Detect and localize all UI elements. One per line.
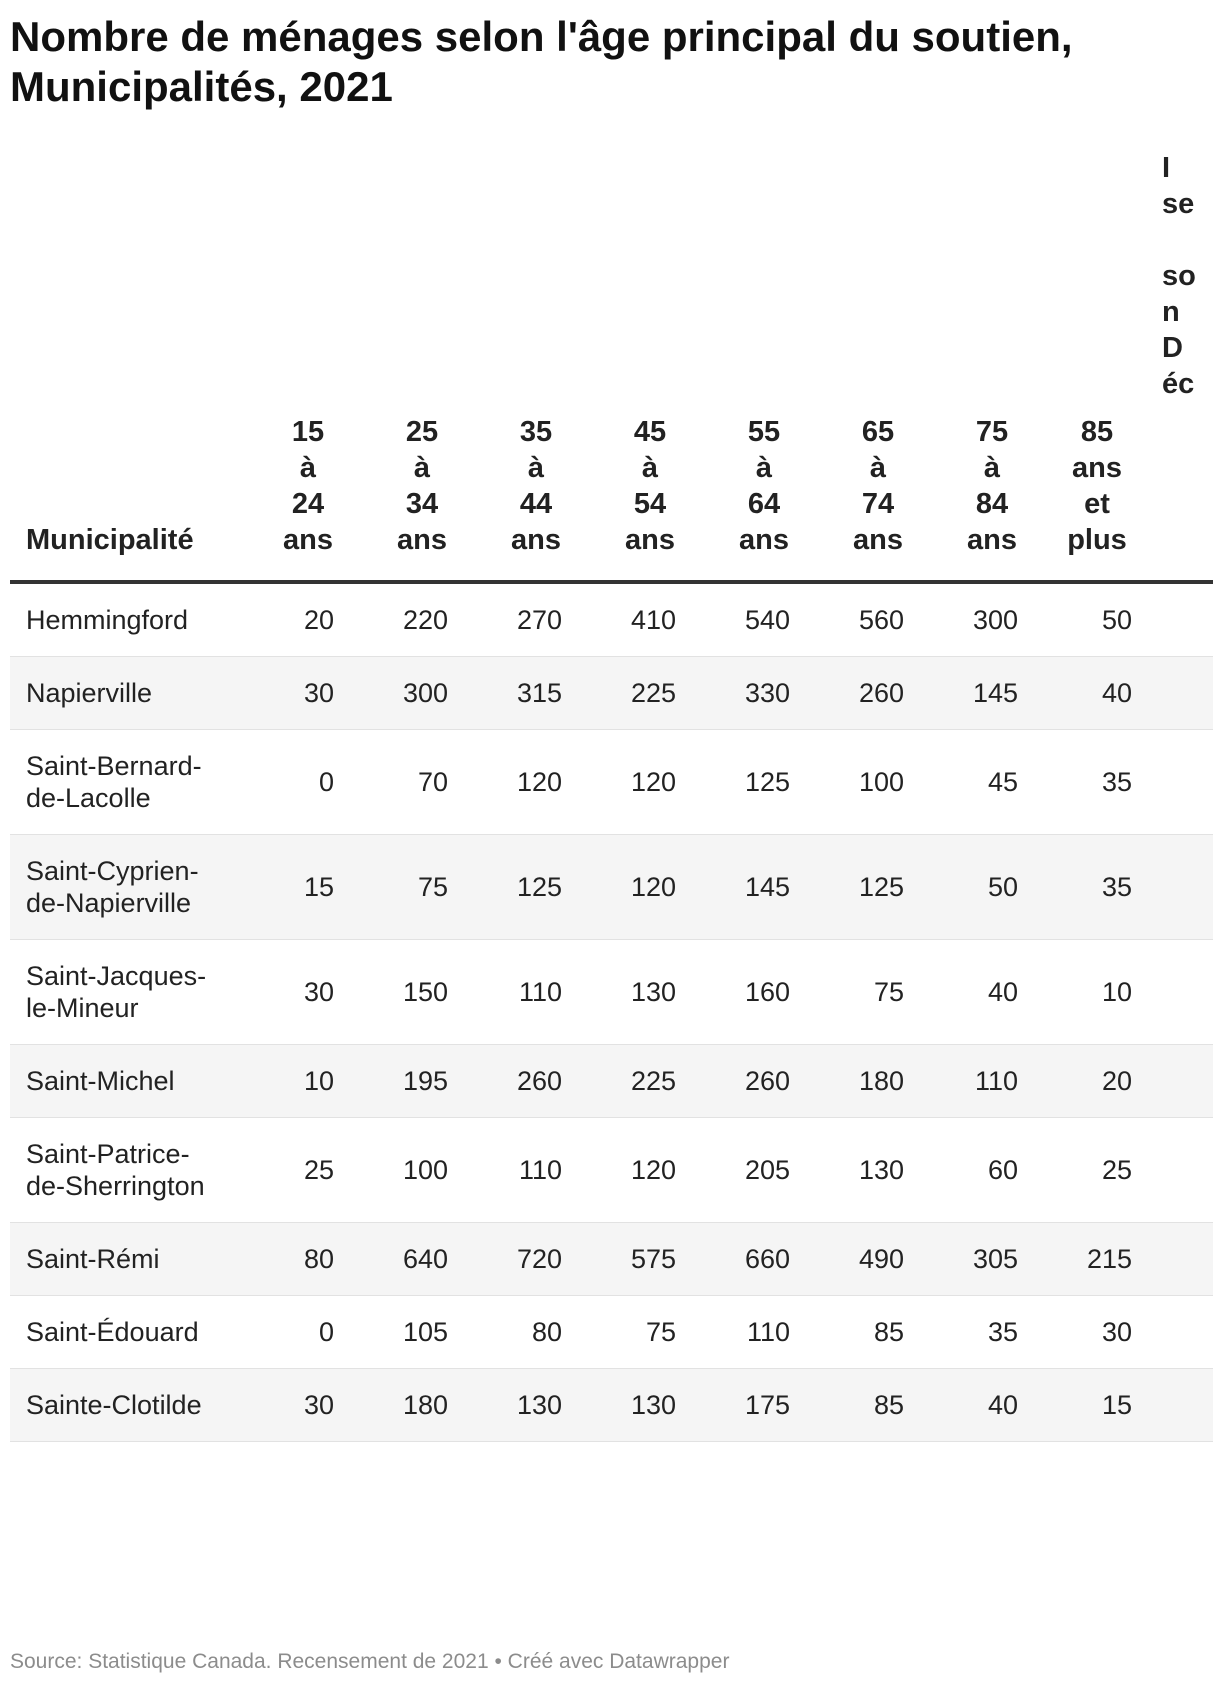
value-cell: 540	[744, 605, 790, 635]
value-cell: 20	[303, 605, 334, 635]
value-cell: 75	[873, 977, 904, 1007]
column-header-municipalite[interactable]: Municipalité	[26, 524, 194, 556]
value-cell: 50	[1101, 605, 1132, 635]
value-cell: 15	[303, 872, 334, 902]
value-cell: 260	[744, 1066, 790, 1096]
value-cell: 85	[873, 1390, 904, 1420]
column-header-label: 15 à 24 ans	[283, 416, 333, 556]
value-cell: 40	[987, 1390, 1018, 1420]
value-cell: 180	[858, 1066, 904, 1096]
value-cell: 125	[516, 872, 562, 902]
value-cell: 225	[630, 678, 676, 708]
column-header-label: 45 à 54 ans	[625, 416, 675, 556]
table-row	[10, 1223, 1213, 1296]
data-table-container[interactable]	[10, 150, 1213, 1614]
column-header-age-group[interactable]	[464, 150, 578, 582]
value-cell: 0	[318, 767, 334, 797]
municipality-cell: Saint-Rémi	[26, 1244, 160, 1274]
table-header-row	[10, 150, 1213, 582]
table-row	[10, 1296, 1213, 1369]
value-cell: 410	[630, 605, 676, 635]
value-cell: 195	[402, 1066, 448, 1096]
value-cell: 150	[402, 977, 448, 1007]
value-cell: 315	[516, 678, 562, 708]
value-cell: 100	[858, 767, 904, 797]
value-cell: 35	[1101, 767, 1132, 797]
value-cell: 10	[303, 1066, 334, 1096]
value-cell: 75	[417, 872, 448, 902]
truncated-cell	[1148, 582, 1213, 657]
column-header-label: 65 à 74 ans	[853, 416, 903, 556]
value-cell: 120	[630, 872, 676, 902]
value-cell: 40	[1101, 678, 1132, 708]
value-cell: 225	[630, 1066, 676, 1096]
value-cell: 110	[974, 1066, 1018, 1096]
value-cell: 10	[1101, 977, 1132, 1007]
value-cell: 490	[858, 1244, 904, 1274]
value-cell: 260	[516, 1066, 562, 1096]
value-cell: 15	[1101, 1390, 1132, 1420]
column-header-label: 35 à 44 ans	[511, 416, 561, 556]
column-header-truncated[interactable]	[1148, 150, 1213, 582]
value-cell: 50	[987, 872, 1018, 902]
value-cell: 175	[744, 1390, 790, 1420]
value-cell: 110	[746, 1317, 790, 1347]
value-cell: 330	[744, 678, 790, 708]
truncated-cell	[1148, 1118, 1213, 1223]
value-cell: 20	[1101, 1066, 1132, 1096]
value-cell: 30	[303, 977, 334, 1007]
value-cell: 125	[858, 872, 904, 902]
value-cell: 270	[516, 605, 562, 635]
value-cell: 110	[518, 1155, 562, 1185]
value-cell: 215	[1086, 1244, 1132, 1274]
value-cell: 130	[858, 1155, 904, 1185]
truncated-cell	[1148, 730, 1213, 835]
column-header-age-group[interactable]	[806, 150, 920, 582]
column-header-age-group[interactable]	[350, 150, 464, 582]
municipality-cell: Saint-Michel	[26, 1066, 175, 1096]
value-cell: 220	[402, 605, 448, 635]
truncated-cell	[1148, 1369, 1213, 1442]
column-header-label: 85 ans et plus	[1067, 416, 1127, 556]
table-row	[10, 835, 1213, 940]
value-cell: 80	[303, 1244, 334, 1274]
value-cell: 75	[645, 1317, 676, 1347]
value-cell: 575	[630, 1244, 676, 1274]
column-header-label: 75 à 84 ans	[967, 416, 1017, 556]
value-cell: 30	[303, 1390, 334, 1420]
value-cell: 300	[402, 678, 448, 708]
column-header-label: 25 à 34 ans	[397, 416, 447, 556]
table-row	[10, 1118, 1213, 1223]
value-cell: 260	[858, 678, 904, 708]
table-row	[10, 940, 1213, 1045]
value-cell: 560	[858, 605, 904, 635]
municipality-cell: Saint-Patrice-de-Sherrington	[26, 1139, 205, 1201]
table-row	[10, 730, 1213, 835]
municipality-cell: Saint-Bernard-de-Lacolle	[26, 751, 202, 813]
value-cell: 45	[987, 767, 1018, 797]
value-cell: 110	[518, 977, 562, 1007]
column-header-age-group[interactable]	[692, 150, 806, 582]
truncated-cell	[1148, 940, 1213, 1045]
value-cell: 145	[972, 678, 1018, 708]
truncated-cell	[1148, 1223, 1213, 1296]
value-cell: 120	[630, 767, 676, 797]
value-cell: 130	[630, 1390, 676, 1420]
value-cell: 80	[531, 1317, 562, 1347]
truncated-cell	[1148, 835, 1213, 940]
column-header-age-group[interactable]	[236, 150, 350, 582]
truncated-cell	[1148, 657, 1213, 730]
value-cell: 130	[516, 1390, 562, 1420]
municipality-cell: Saint-Cyprien-de-Napierville	[26, 856, 199, 918]
value-cell: 145	[744, 872, 790, 902]
table-row	[10, 657, 1213, 730]
value-cell: 35	[987, 1317, 1018, 1347]
table-row	[10, 1369, 1213, 1442]
chart-title: Nombre de ménages selon l'âge principal du soutien, Municipalités, 2021	[10, 13, 1073, 110]
source-note: Source: Statistique Canada. Recensement de 2021 • Créé avec Datawrapper	[10, 1650, 730, 1673]
value-cell: 660	[744, 1244, 790, 1274]
value-cell: 300	[972, 605, 1018, 635]
value-cell: 130	[630, 977, 676, 1007]
value-cell: 60	[987, 1155, 1018, 1185]
column-header-age-group[interactable]	[578, 150, 692, 582]
municipality-cell: Napierville	[26, 678, 153, 708]
truncated-header-text: I se so n D éc	[1162, 152, 1196, 400]
value-cell: 70	[417, 767, 448, 797]
value-cell: 720	[516, 1244, 562, 1274]
value-cell: 25	[1101, 1155, 1132, 1185]
column-header-label: 55 à 64 ans	[739, 416, 789, 556]
value-cell: 35	[1101, 872, 1132, 902]
value-cell: 305	[972, 1244, 1018, 1274]
municipality-cell: Sainte-Clotilde	[26, 1390, 202, 1420]
value-cell: 180	[402, 1390, 448, 1420]
value-cell: 30	[1101, 1317, 1132, 1347]
value-cell: 30	[303, 678, 334, 708]
value-cell: 25	[303, 1155, 334, 1185]
value-cell: 120	[516, 767, 562, 797]
value-cell: 105	[402, 1317, 448, 1347]
value-cell: 125	[744, 767, 790, 797]
column-header-age-group[interactable]	[920, 150, 1034, 582]
value-cell: 40	[987, 977, 1018, 1007]
value-cell: 205	[744, 1155, 790, 1185]
truncated-cell	[1148, 1296, 1213, 1369]
municipality-cell: Saint-Jacques-le-Mineur	[26, 961, 207, 1023]
truncated-cell	[1148, 1045, 1213, 1118]
municipality-cell: Saint-Édouard	[26, 1317, 199, 1347]
table-row	[10, 582, 1213, 657]
value-cell: 0	[318, 1317, 334, 1347]
value-cell: 160	[744, 977, 790, 1007]
table-row	[10, 1045, 1213, 1118]
value-cell: 100	[402, 1155, 448, 1185]
municipality-cell: Hemmingford	[26, 605, 189, 635]
value-cell: 85	[873, 1317, 904, 1347]
column-header-age-group[interactable]	[1034, 150, 1148, 582]
value-cell: 120	[630, 1155, 676, 1185]
data-table	[10, 150, 1213, 1442]
value-cell: 640	[402, 1244, 448, 1274]
